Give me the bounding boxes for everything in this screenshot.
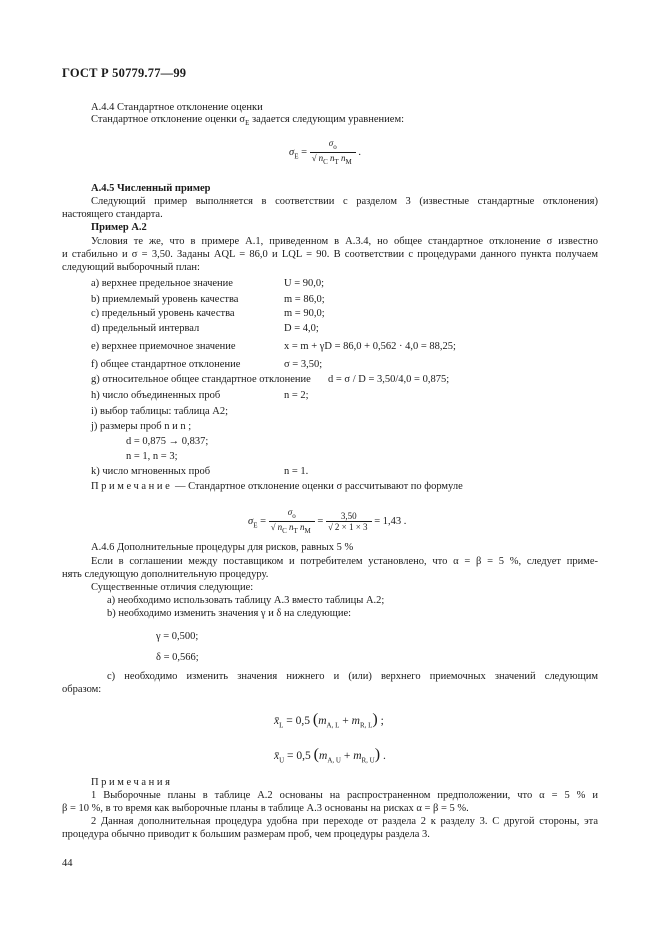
item-h-value: n = 2; — [284, 390, 309, 401]
document-header: ГОСТ Р 50779.77—99 — [62, 66, 187, 80]
item-j-label: j) размеры проб n и n ; — [91, 421, 192, 432]
item-b-label: b) приемлемый уровень качества — [91, 294, 239, 305]
item-b-value: m = 86,0; — [284, 294, 325, 305]
item-k-value: n = 1. — [284, 466, 309, 477]
item-a-label: a) верхнее предельное значение — [91, 278, 233, 289]
item-i-label: i) выбор таблицы: таблица А2; — [91, 406, 229, 417]
cond-line1: Условия те же, что в примере А.1, приведенном в А.3.4, но общее стандартное отклонение σ известно — [91, 236, 598, 247]
a46-title: А.4.6 Дополнительные процедуры для рисков, равных 5 % — [91, 542, 354, 553]
cond-line3: следующий выборочный план: — [62, 262, 200, 273]
item-f-label: f) общее стандартное отклонение — [91, 359, 241, 370]
a44-title: А.4.4 Стандартное отклонение оценки — [91, 102, 263, 113]
notes-1-line1: 1 Выборочные планы в таблице А.2 основаны на распространенном предположении, что α = 5 % и — [91, 790, 598, 801]
calc-result: = 1,43 . — [374, 516, 407, 528]
item-j-n: n = 1, n = 3; — [126, 451, 178, 462]
a46-c-line1: c) необходимо изменить значения нижнего и (или) верхнего приемочных значений следующим — [107, 671, 598, 682]
formula-lhs: σ — [289, 147, 295, 159]
note-label: Примечание — [91, 481, 173, 492]
a46-line1: Если в соглашении между поставщиком и потребителем установлено, что α = β = 5 %, следует приме- — [91, 556, 598, 567]
a44-text: Стандартное отклонение оценки $\sigma_Е$ задается следующим уравнением: — [91, 114, 405, 128]
item-g-value: d = σ / D = 3,50/4,0 = 0,875; — [328, 374, 450, 385]
a46-b: b) необходимо изменить значения γ и δ на следующие: — [107, 608, 352, 619]
formula-xu: $x̄_U = 0,5$ $(m_{A, U} + m_{R, U})$ . — [274, 746, 386, 765]
note-1 — [91, 480, 463, 493]
notes-label: Примечания — [91, 777, 173, 788]
gamma-value: γ = 0,500; — [156, 631, 199, 642]
a45-line2: настоящего стандарта. — [62, 209, 163, 220]
item-c-label: c) предельный уровень качества — [91, 308, 235, 319]
notes-2-line1: 2 Данная дополнительная процедура удобна при переходе от раздела 2 к разделу 3. С другой стороны, эта — [91, 816, 598, 827]
item-h-label: h) число объединенных проб — [91, 390, 221, 401]
item-f-value: σ = 3,50; — [284, 359, 323, 370]
note-text: — Стандартное отклонение оценки σ рассчитывают по формуле — [172, 481, 463, 492]
a44-text-b: задается следующим уравнением: — [249, 114, 405, 125]
calc-numerator: 3,50 — [326, 511, 372, 522]
formula-sigma-e: $\sigma_E$ = $\frac{\sigma_o}{√ n_C n_T n_M}$ . — [289, 138, 362, 166]
item-j-d: d = 0,875 → 0,837; — [126, 436, 209, 447]
item-d-value: D = 4,0; — [284, 323, 319, 334]
a46-line2: нять следующую дополнительную процедуру. — [62, 569, 269, 580]
item-a-value: U = 90,0; — [284, 278, 325, 289]
a44-text-a: Стандартное отклонение оценки σ — [91, 114, 246, 125]
a45-title: А.4.5 Численный пример — [91, 183, 211, 194]
formula-sigma-e-calc: $\sigma_E$ = $\frac{\sigma_o}{√ n_C n_T n_M}$ = $\frac{3,50}{√ 2 \times 1 \times 3}$ = 1,43 . — [248, 507, 407, 535]
a46-c-line2: образом: — [62, 684, 102, 695]
item-e-value: x = m + γD = 86,0 + 0,562 · 4,0 = 88,25; — [284, 341, 456, 352]
page-number: 44 — [62, 858, 73, 869]
formula-fraction: $\frac{\sigma_o}{√ n_C n_T n_M}$ — [310, 138, 356, 168]
formula-xl: $x̄_L = 0,5$ $(m_{A, L} + m_{R, L})$ ; — [274, 711, 384, 730]
notes-1-line2: β = 10 %, в то время как выборочные планы в таблице А.3 основаны на рисках α = β = 5 %. — [62, 803, 469, 814]
example-title: Пример А.2 — [91, 222, 147, 233]
delta-value: δ = 0,566; — [156, 652, 199, 663]
a46-a: a) необходимо использовать таблицу А.3 вместо таблицы А.2; — [107, 595, 385, 606]
item-c-value: m = 90,0; — [284, 308, 325, 319]
a45-line1: Следующий пример выполняется в соответствии с разделом 3 (известные стандартные отклонения) — [91, 196, 598, 207]
a46-line3: Существенные отличия следующие: — [91, 582, 254, 593]
calc-denominator: 2 × 1 × 3 — [334, 521, 368, 532]
item-k-label: k) число мгновенных проб — [91, 466, 211, 477]
item-d-label: d) предельный интервал — [91, 323, 200, 334]
formula-numerator: σ — [328, 138, 334, 148]
cond-line2: и стабильно и σ = 3,50. Заданы AQL = 86,0 и LQL = 90. В соответствии с процедурами данного пункта получаем — [62, 249, 598, 260]
notes-2-line2: процедура обычно приводит к большим размерам проб, чем процедуры раздела 3. — [62, 829, 430, 840]
item-g-label: g) относительное общее стандартное отклонение — [91, 374, 311, 385]
item-e-label: e) верхнее приемочное значение — [91, 341, 236, 352]
